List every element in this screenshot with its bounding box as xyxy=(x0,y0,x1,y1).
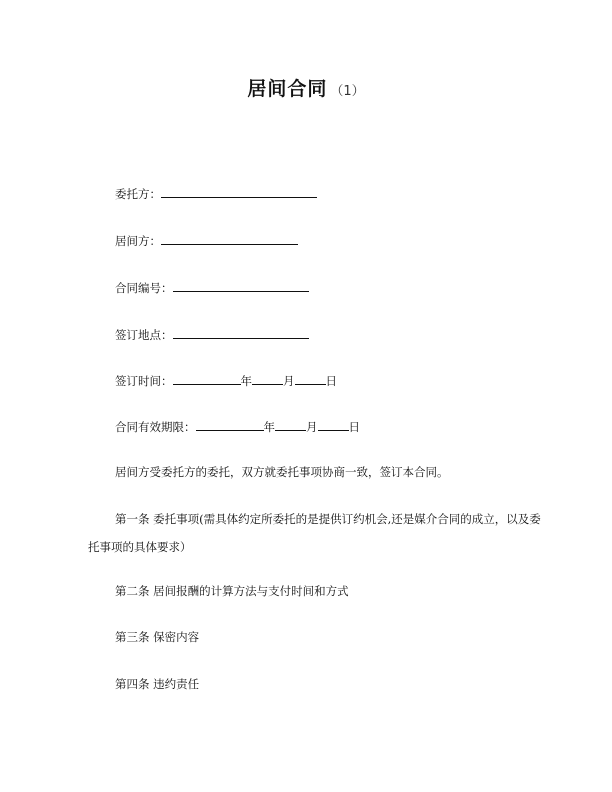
sign-year-blank[interactable] xyxy=(173,372,241,385)
validity-line xyxy=(115,418,360,435)
sign-year-label: 年 xyxy=(240,374,252,388)
broker-line xyxy=(115,232,298,249)
sign-time-label: 签订时间： xyxy=(115,374,173,388)
title-number: （1） xyxy=(330,84,365,99)
sign-place-line xyxy=(115,326,309,343)
sign-month-blank[interactable] xyxy=(252,372,283,385)
client-blank[interactable] xyxy=(161,185,317,198)
broker-blank[interactable] xyxy=(161,232,298,245)
article-1: 第一条 委托事项(需具体约定所委托的是提供订约机会,还是媒介合同的成立，以及委托事项的具体要求） xyxy=(88,512,541,554)
validity-day-label: 日 xyxy=(348,420,360,434)
client-line xyxy=(115,185,317,202)
client-label: 委托方： xyxy=(115,187,161,201)
sign-day-label: 日 xyxy=(325,374,337,388)
validity-year-blank[interactable] xyxy=(196,418,264,431)
article-2: 第二条 居间报酬的计算方法与支付时间和方式 xyxy=(115,584,349,598)
article-3: 第三条 保密内容 xyxy=(115,630,200,644)
validity-month-label: 月 xyxy=(306,420,318,434)
sign-day-blank[interactable] xyxy=(295,372,326,385)
contract-no-blank[interactable] xyxy=(173,279,309,292)
validity-day-blank[interactable] xyxy=(318,418,349,431)
sign-month-label: 月 xyxy=(283,374,295,388)
document-title xyxy=(0,74,612,101)
validity-month-blank[interactable] xyxy=(275,418,306,431)
validity-year-label: 年 xyxy=(263,420,275,434)
article-4: 第四条 违约责任 xyxy=(115,677,200,691)
validity-label: 合同有效期限： xyxy=(115,420,196,434)
sign-place-label: 签订地点： xyxy=(115,328,173,342)
contract-no-label: 合同编号： xyxy=(115,281,173,295)
sign-time-line xyxy=(115,372,337,389)
intro-paragraph: 居间方受委托方的委托，双方就委托事项协商一致，签订本合同。 xyxy=(115,465,449,479)
contract-no-line xyxy=(115,279,309,296)
broker-label: 居间方： xyxy=(115,234,161,248)
title-main: 居间合同 xyxy=(247,78,328,100)
sign-place-blank[interactable] xyxy=(173,326,309,339)
